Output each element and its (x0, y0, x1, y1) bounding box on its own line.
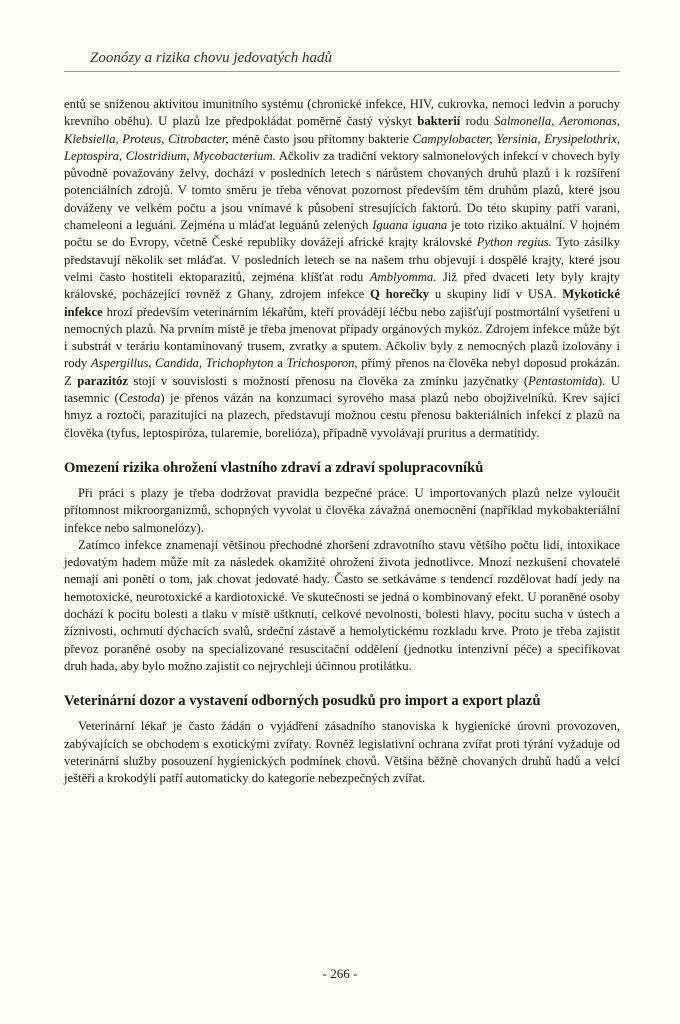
italic-taxon: Pentastomida (528, 373, 598, 388)
italic-taxon: Aspergillus, Candida, Trichophyton (90, 356, 274, 371)
text-run: Tyto zásilky představují několik set mláďat. V posledních letech se na našem trhu objevují i dospělé krajty, které jsou velmi často hostiteli ektoparazitů, zejména klíšťat rodu (64, 235, 620, 284)
running-head: Zoonózy a rizika chovu jedovatých hadů (64, 50, 620, 72)
paragraph-intoxication: Zatímco infekce znamenají většinou přechodné zhoršení zdravotního stavu většího počtu lidí, intoxikace jedovatým hadem může mít za následek okamžité ohrožení života jednotlivce. Mnozí nezkušení chovatelé nemají ani ponětí o tom, jak chovat jedovaté hady. Často se setkáváme s tendencí rozdělovat hadí jedy na hemotoxické, neurotoxické a kardiotoxické. Ve skutečnosti se jedná o kombinovaný efekt. U poraněné osoby dochází k pocitu bolesti a tlaku v místě uštknutí, celkové nevolnosti, bolesti hlavy, pocitu sucha v ústech a žíznivosti, ochrnutí dýchacích svalů, srdeční zástavě a hemolytickému rozkladu krve. Proto je třeba zajistit převoz poraněné osoby na specializované resuscitační oddělení (jednotku intenzivní péče) a specifikovat druh hada, aby bylo možno zajistit co nejrychleji účinnou protilátku. (64, 537, 620, 673)
italic-taxon: Amblyomma. (369, 269, 437, 284)
italic-taxon: Campylobacter, Yersinia, Erysipelothrix, Leptospira, Clostridium, Mycobacterium. (64, 131, 620, 163)
italic-taxon: Iguana iguana (372, 218, 448, 233)
italic-taxon: Cestoda (118, 391, 161, 406)
bold-term: bakterií (417, 114, 461, 129)
section-heading-veterinary: Veterinární dozor a vystavení odborných posudků pro import a export plazů (64, 693, 541, 710)
text-run: je toto riziko aktuální. V hojném počtu se do Evropy, včetně České republiky dovážejí africké krajty královské (64, 218, 620, 250)
page-number: - 266 - (322, 966, 358, 981)
page-body (64, 50, 620, 787)
section-heading-risk: Omezení rizika ohrožení vlastního zdraví a zdraví spolupracovníků (64, 459, 484, 476)
text-run: u skupiny lidí v USA. (429, 287, 563, 302)
italic-taxon: Python regius. (476, 235, 552, 250)
text-run: hrozí především veterinárním lékařům, kteří provádějí léčbu nebo zajišťují postmortální vyšetření u nemocných plazů. Na prvním místě je třeba jmenovat případy orgánových mykóz. Zdrojem infekce může být i substrát v teráriu kontaminovaný trusem, zvratky a sputem. Ačkoliv byly z nemocných plazů izolovány i rody (64, 304, 620, 371)
text-run: přímý přenos na člověka nebyl doposud prokázán. Z (64, 356, 620, 388)
text-run: entů se sníženou aktivitou imunitního systému (chronické infekce, HIV, cukrovka, nemoci ledvin a poruchy krevního oběhu). U plazů lze předpokládat poměrně častý výskyt (64, 97, 620, 129)
bold-term: parazitóz (77, 373, 128, 388)
italic-taxon: Salmonella, Aeromonas, Klebsiella, Proteus, Citrobacter, (64, 114, 620, 146)
text-run: méně často jsou přítomny bakterie (228, 131, 413, 146)
bold-term: Mykotické infekce (64, 287, 620, 319)
text-run: ). U tasemnic ( (64, 373, 620, 406)
intro-paragraph (64, 96, 620, 442)
paragraph-veterinary: Veterinární lékař je často žádán o vyjádření zásadního stanoviska k hygienické úrovni provozoven, zabývajících se obchodem s exotickými zvířaty. Rovněž legislativní ochrana zvířat proti týrání vyžaduje od veterinární služby posouzení hygienických podmínek chovů. Většina běžně chovaných druhů hadů a velcí ještěři a krokodýli patří automaticky do kategorie nebezpečných zvířat. (64, 719, 620, 786)
text-run: a (273, 356, 287, 371)
text-run: Již před dvaceti lety byly krajty královské, pocházející rovněž z Ghany, zdrojem infekce (64, 269, 620, 302)
italic-taxon: Trichosporon, (286, 356, 358, 371)
text-run: Ačkoliv za tradiční vektory salmonelových infekcí v chovech byly původně považovány želvy, dochází v posledních letech s nárůstem chovaných druhů plazů i k rozšíření potenciálních zdrojů. V tomto směru je třeba věnovat pozornost především těm druhům plazů, které jsou dováženy ve velkém počtu a jsou vnímavé k působení stresujících faktorů. Do této skupiny patří varani, chameleoni a leguáni. Zejména u mláďat leguánů zelených (64, 148, 620, 233)
text-run: rodu (460, 114, 495, 129)
bold-term: Q horečky (370, 287, 430, 302)
paragraph-safety: Při práci s plazy je třeba dodržovat pravidla bezpečné práce. U importovaných plazů nelze vyloučit přítomnost mikroorganizmů, schopných vyvolat u člověka závažná onemocnění (například mykobakteriální infekce nebo salmonelózy). (64, 485, 620, 535)
text-run: ) je přenos vázán na konzumaci syrového masa plazů nebo obojživelníků. Krev sající hmyz a roztoči, parazitující na plazech, představují možnou cestu přenosu bakteriálních infekcí z plazů na člověka (tyfus, leptospiróza, tularemie, borelióza), případně vyvolávají pruritus a dermatitidy. (64, 391, 620, 440)
text-run: stojí v souvislosti s možností přenosu na člověka za zmínku jazyčnatky ( (128, 373, 529, 388)
